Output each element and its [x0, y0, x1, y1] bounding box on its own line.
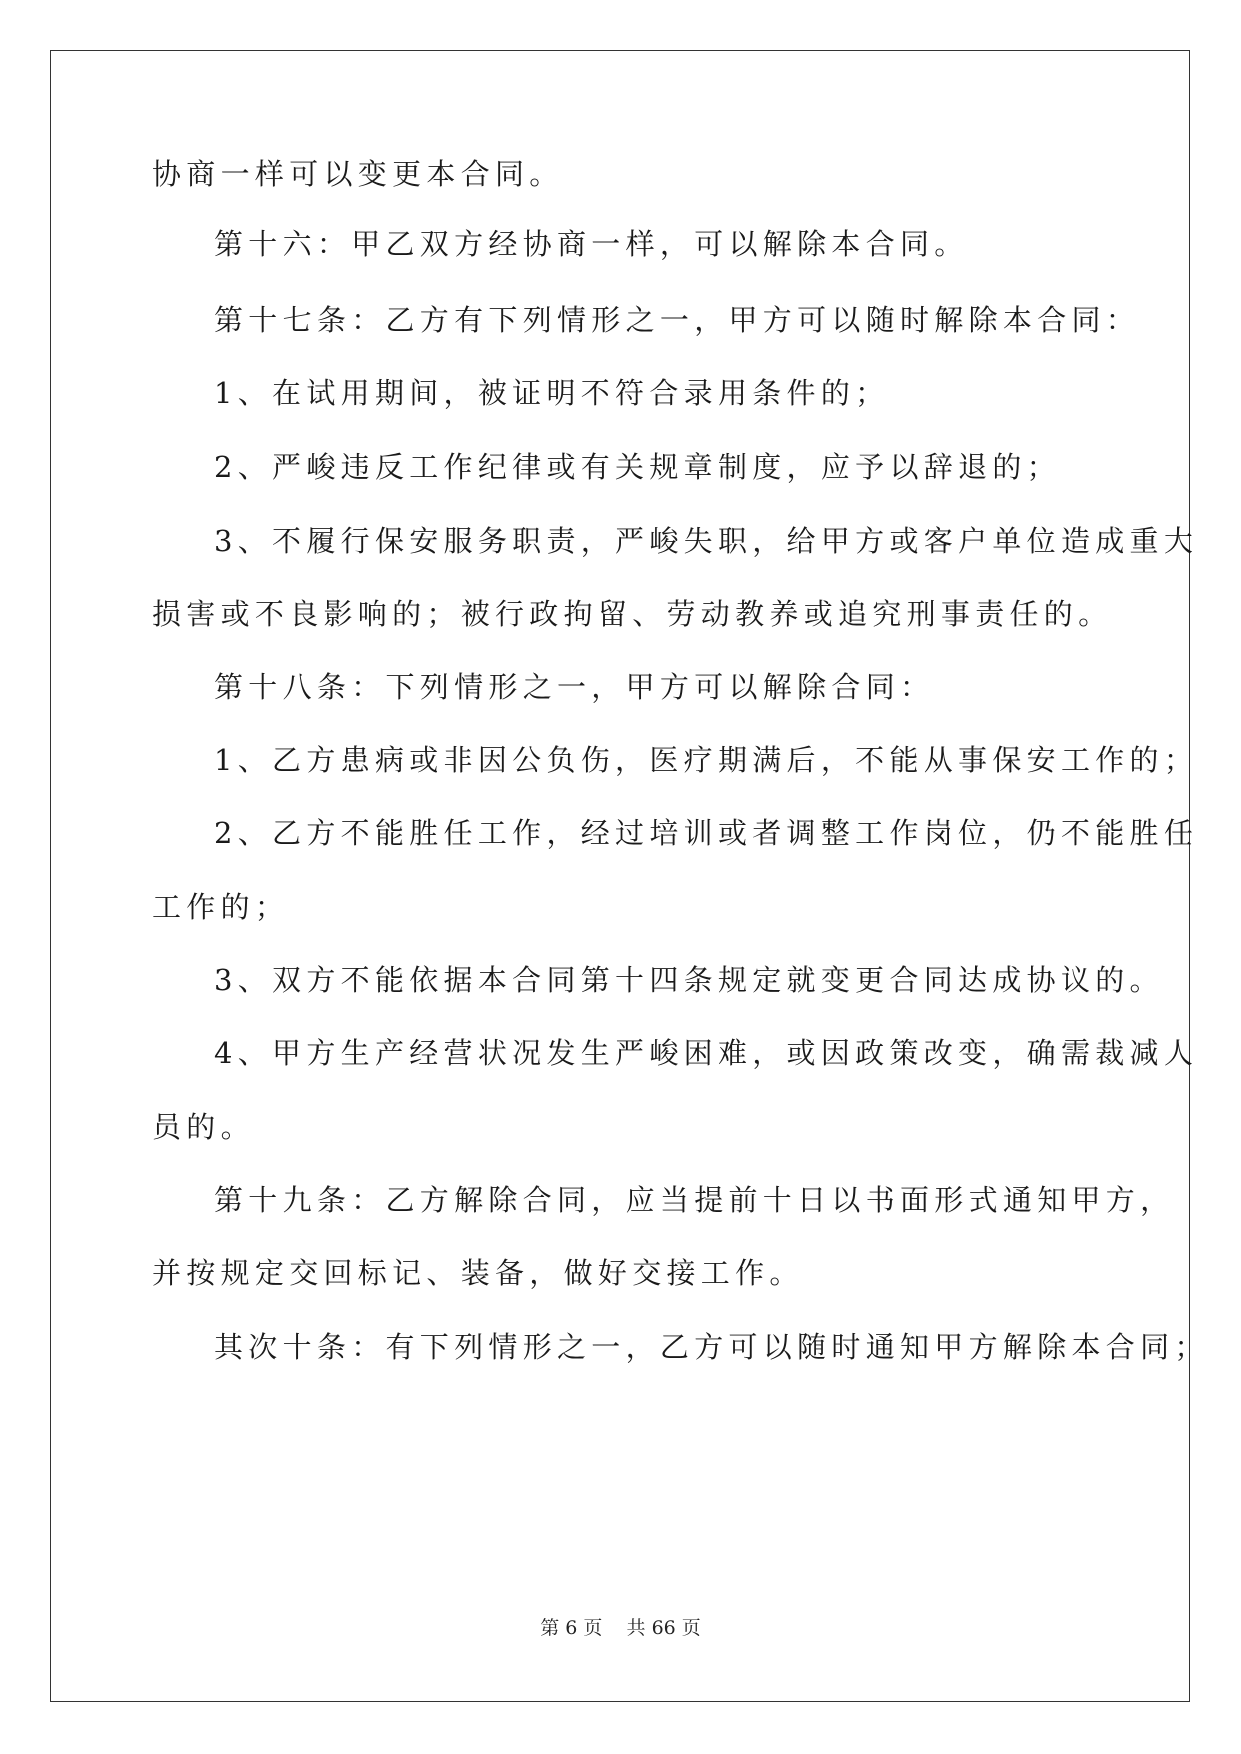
paragraph-line: 3、双方不能依据本合同第十四条规定就变更合同达成协议的。 — [214, 963, 1164, 997]
paragraph-line: 第十七条：乙方有下列情形之一，甲方可以随时解除本合同： — [214, 303, 1141, 337]
paragraph-line: 4、甲方生产经营状况发生严峻困难，或因政策改变，确需裁减人 — [214, 1036, 1199, 1070]
paragraph-line: 2、严峻违反工作纪律或有关规章制度，应予以辞退的； — [214, 450, 1061, 484]
paragraph-line: 并按规定交回标记、装备，做好交接工作。 — [152, 1256, 804, 1290]
paragraph-line: 1、在试用期间，被证明不符合录用条件的； — [214, 376, 890, 410]
paragraph-line: 协商一样可以变更本合同。 — [152, 157, 564, 191]
paragraph-line: 第十六：甲乙双方经协商一样，可以解除本合同。 — [214, 227, 969, 261]
paragraph-line: 损害或不良影响的；被行政拘留、劳动教养或追究刑事责任的。 — [152, 597, 1113, 631]
page-number: 第 6 页 共 66 页 — [540, 1617, 701, 1639]
paragraph-line: 1、乙方患病或非因公负伤，医疗期满后，不能从事保安工作的； — [214, 743, 1199, 777]
paragraph-line: 工作的； — [152, 890, 290, 924]
paragraph-line: 第十九条：乙方解除合同，应当提前十日以书面形式通知甲方， — [214, 1183, 1175, 1217]
page-border — [50, 50, 1190, 1702]
paragraph-line: 员的。 — [152, 1110, 255, 1144]
paragraph-line: 2、乙方不能胜任工作，经过培训或者调整工作岗位，仍不能胜任 — [214, 816, 1199, 850]
paragraph-line: 3、不履行保安服务职责，严峻失职，给甲方或客户单位造成重大 — [214, 524, 1199, 558]
paragraph-line: 其次十条：有下列情形之一，乙方可以随时通知甲方解除本合同； — [214, 1330, 1209, 1364]
paragraph-line: 第十八条：下列情形之一，甲方可以解除合同： — [214, 670, 935, 704]
